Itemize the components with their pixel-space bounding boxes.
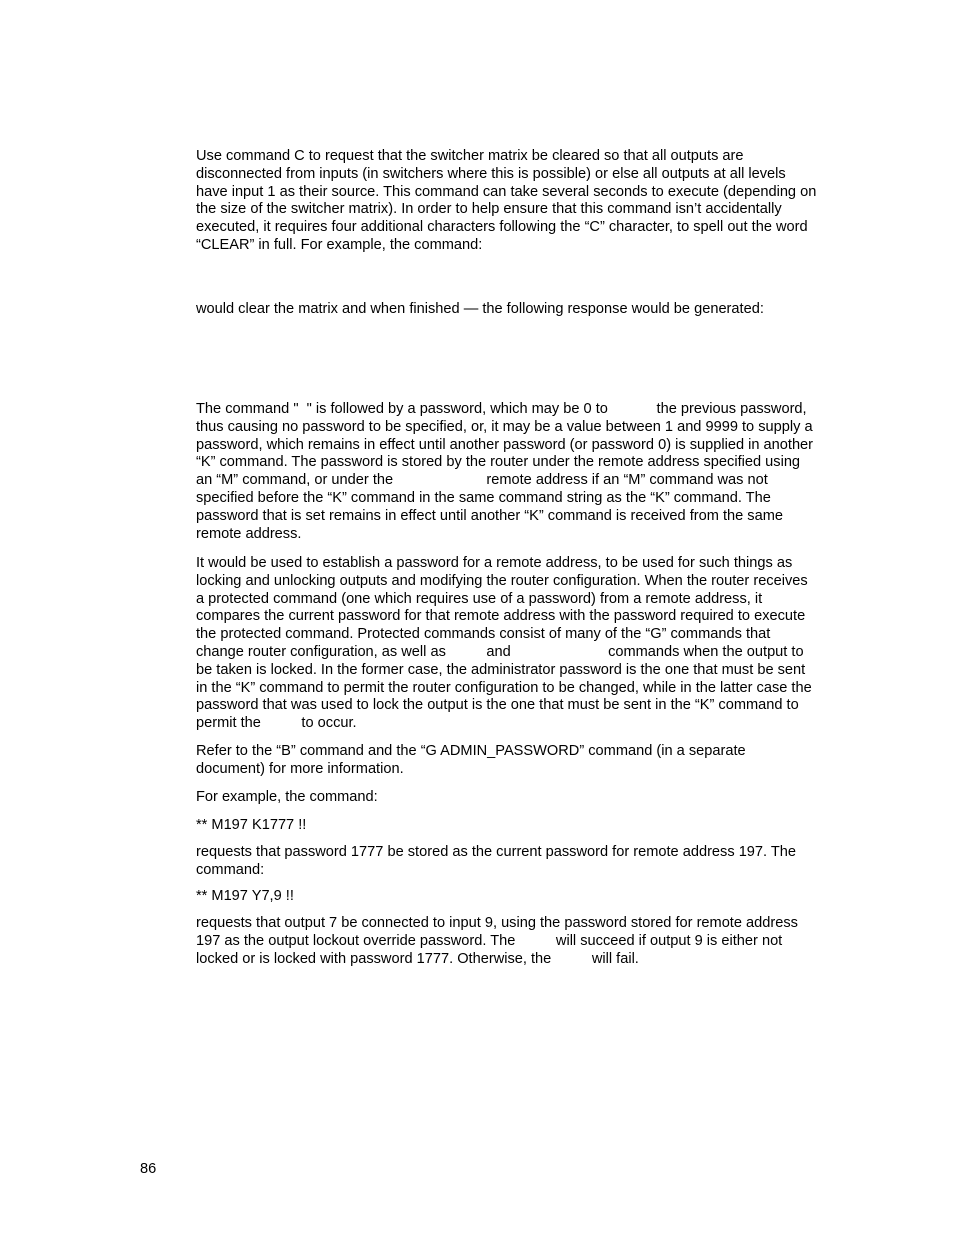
paragraph-k-usage: It would be used to establish a password for a remote address, to be used for such things as locking and unlocking outputs and modifying the router configuration. When the router receives a protected command (one which requires use of a password) from a remote address, it compares the current password for that remote address with the password required to execute the protected command. Protected commands consist of many of the “G” commands that change router configuration, as well as and commands when the output to be taken is locked. In the former case, the administrator password is the one that must be sent in the “K” command to permit the router configuration to be changed, while in the latter case the password that was used to lock the output is the one that must be sent in the “K” command to permit the to occur. bbox=[196, 555, 816, 732]
page-number: 86 bbox=[140, 1161, 157, 1177]
paragraph-k-password: The command " " is followed by a password, which may be 0 to the previous password, thus causing no password to be specified, or, it may be a value between 1 and 9999 to supply a password, which remains in effect until another password (or password 0) is supplied in another “K” command. The password is stored by the router under the remote address specified using an “M” command, or under the remote address if an “M” command was not specified before the “K” command in the same command string as the “K” command. The password that is set remains in effect until another “K” command is received from the same remote address. bbox=[196, 401, 818, 542]
paragraph-refer: Refer to the “B” command and the “G ADMIN_PASSWORD” command (in a separate document) for more information. bbox=[196, 743, 746, 777]
paragraph-example-y-desc: requests that output 7 be connected to input 9, using the password stored for remote address 197 as the output lockout override password. The will succeed if output 9 is either not locked or is locked with password 1777. Otherwise, the will fail. bbox=[196, 915, 803, 967]
example-y-command: ** M197 Y7,9 !! bbox=[196, 888, 294, 904]
example-k-command: ** M197 K1777 !! bbox=[196, 817, 307, 833]
paragraph-clear-response: would clear the matrix and when finished — the following response would be generated: bbox=[196, 301, 764, 317]
paragraph-clear-intro: Use command C to request that the switcher matrix be cleared so that all outputs are disconnected from inputs (in switchers where this is possible) or else all outputs at all levels have input 1 as their source. This command can take several seconds to execute (depending on the size of the switcher matrix). In order to help ensure that this command isn’t accidentally executed, it requires four additional characters following the “C” character, to spell out the word “CLEAR” in full. For example, the command: bbox=[196, 148, 817, 253]
paragraph-example-k-desc: requests that password 1777 be stored as the current password for remote address 197. The command: bbox=[196, 844, 797, 878]
paragraph-for-example: For example, the command: bbox=[196, 789, 378, 805]
